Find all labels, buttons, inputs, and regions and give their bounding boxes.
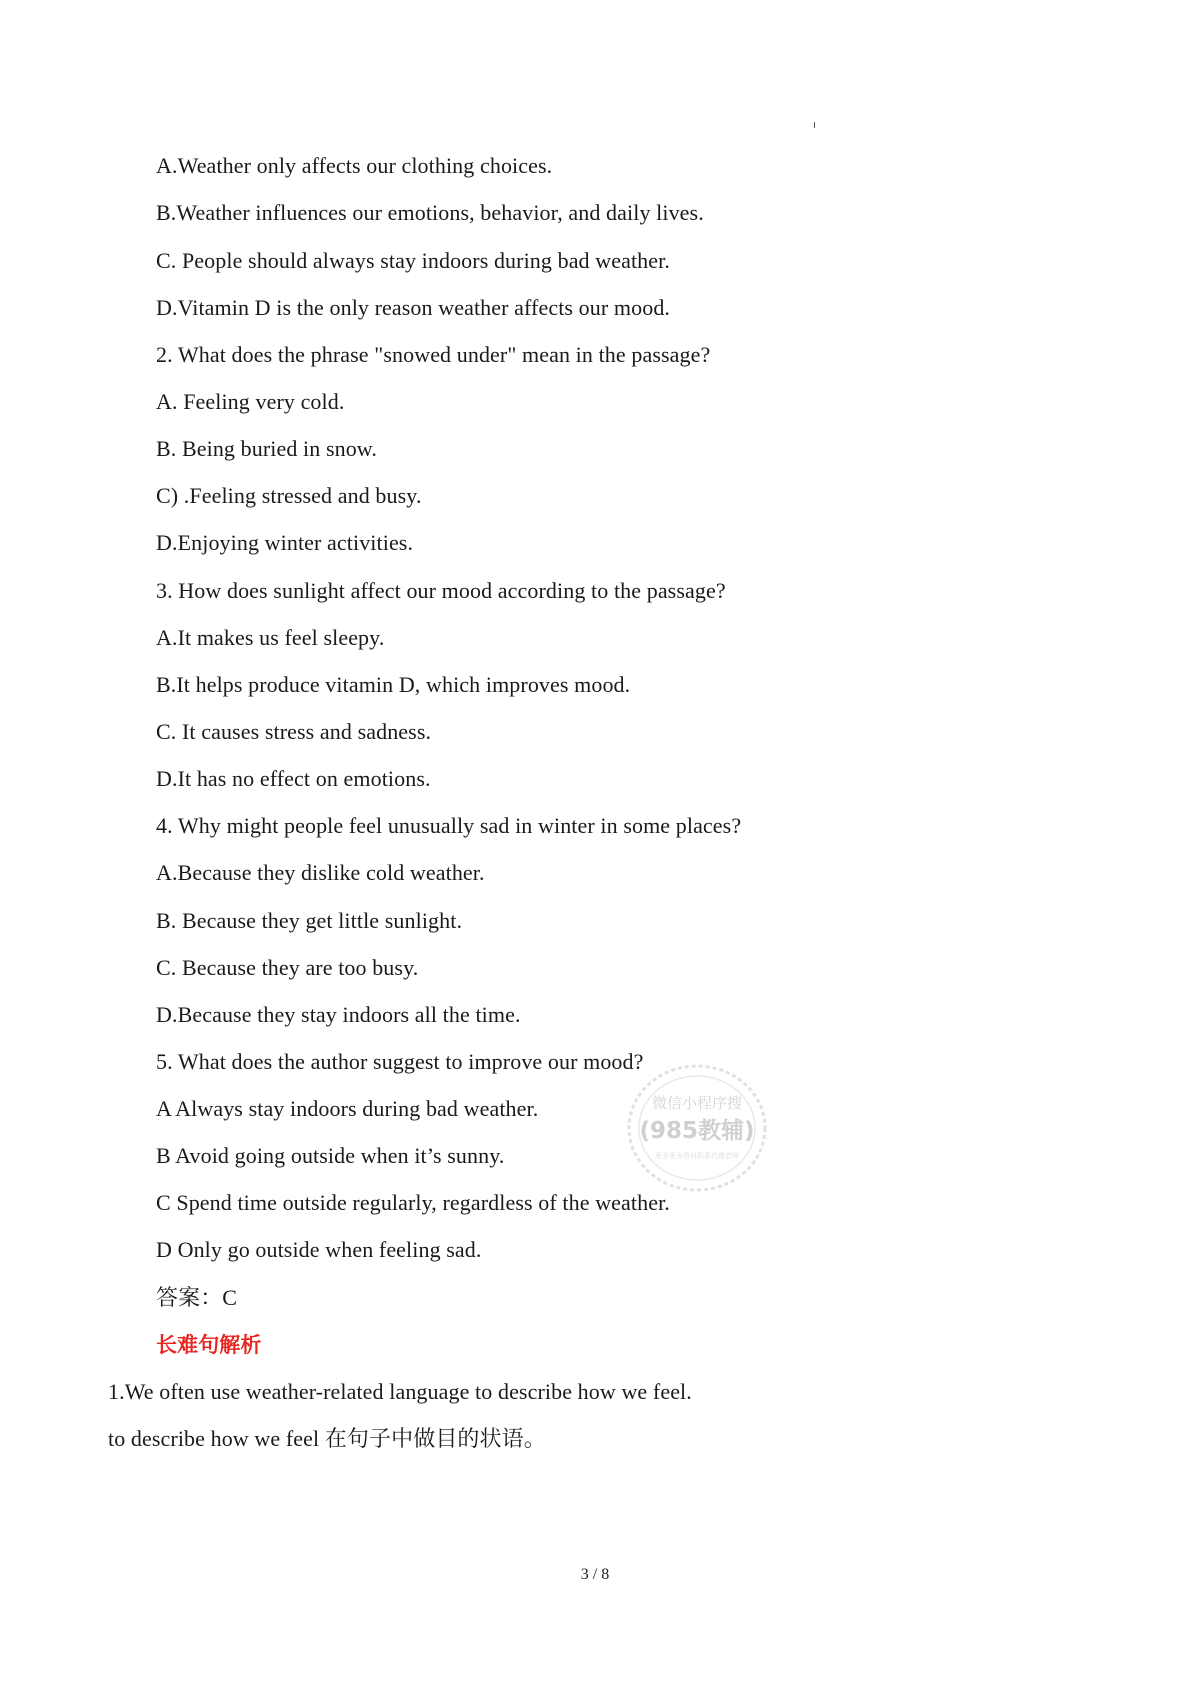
option-line: A.Weather only affects our clothing choices. xyxy=(156,153,553,178)
option-line: D.Enjoying winter activities. xyxy=(156,530,414,555)
option-line: D.Vitamin D is the only reason weather affects our mood. xyxy=(156,295,671,320)
watermark-stamp xyxy=(622,1058,772,1198)
analysis-sentence: 1.We often use weather-related language to describe how we feel. xyxy=(108,1379,692,1404)
option-line: A.Because they dislike cold weather. xyxy=(156,860,485,885)
question-line: 2. What does the phrase "snowed under" mean in the passage? xyxy=(156,342,711,367)
option-line: C) .Feeling stressed and busy. xyxy=(156,483,422,508)
question-line: 5. What does the author suggest to improve our mood? xyxy=(156,1049,644,1074)
option-line: D Only go outside when feeling sad. xyxy=(156,1237,482,1262)
option-line: C. People should always stay indoors during bad weather. xyxy=(156,248,670,273)
option-line: D.It has no effect on emotions. xyxy=(156,766,431,791)
section-heading: 长难句解析 xyxy=(156,1333,262,1357)
option-line: B. Being buried in snow. xyxy=(156,436,377,461)
analysis-note: to describe how we feel 在句子中做目的状语。 xyxy=(108,1426,546,1451)
option-line: A Always stay indoors during bad weather. xyxy=(156,1096,539,1121)
option-line: A.It makes us feel sleepy. xyxy=(156,625,385,650)
option-line: B.Weather influences our emotions, behavior, and daily lives. xyxy=(156,200,704,225)
question-line: 4. Why might people feel unusually sad in winter in some places? xyxy=(156,813,742,838)
watermark-main-text: (985教辅) xyxy=(639,1118,755,1144)
option-line: B.It helps produce vitamin D, which improves mood. xyxy=(156,672,631,697)
option-line: B. Because they get little sunlight. xyxy=(156,908,463,933)
option-line: B Avoid going outside when it’s sunny. xyxy=(156,1143,505,1168)
option-line: C. Because they are too busy. xyxy=(156,955,419,980)
question-line: 3. How does sunlight affect our mood according to the passage? xyxy=(156,578,726,603)
option-line: A. Feeling very cold. xyxy=(156,389,345,414)
watermark-top-text: 微信小程序搜 xyxy=(651,1094,743,1112)
watermark-bottom-text: 更多更多资料联系代理老师 xyxy=(655,1152,739,1160)
option-line: D.Because they stay indoors all the time. xyxy=(156,1002,521,1027)
option-line: C. It causes stress and sadness. xyxy=(156,719,432,744)
answer-line: 答案：C xyxy=(156,1285,238,1310)
option-line: C Spend time outside regularly, regardless of the weather. xyxy=(156,1190,670,1215)
page-mark xyxy=(814,122,815,128)
page-number: 3 / 8 xyxy=(580,1566,610,1583)
